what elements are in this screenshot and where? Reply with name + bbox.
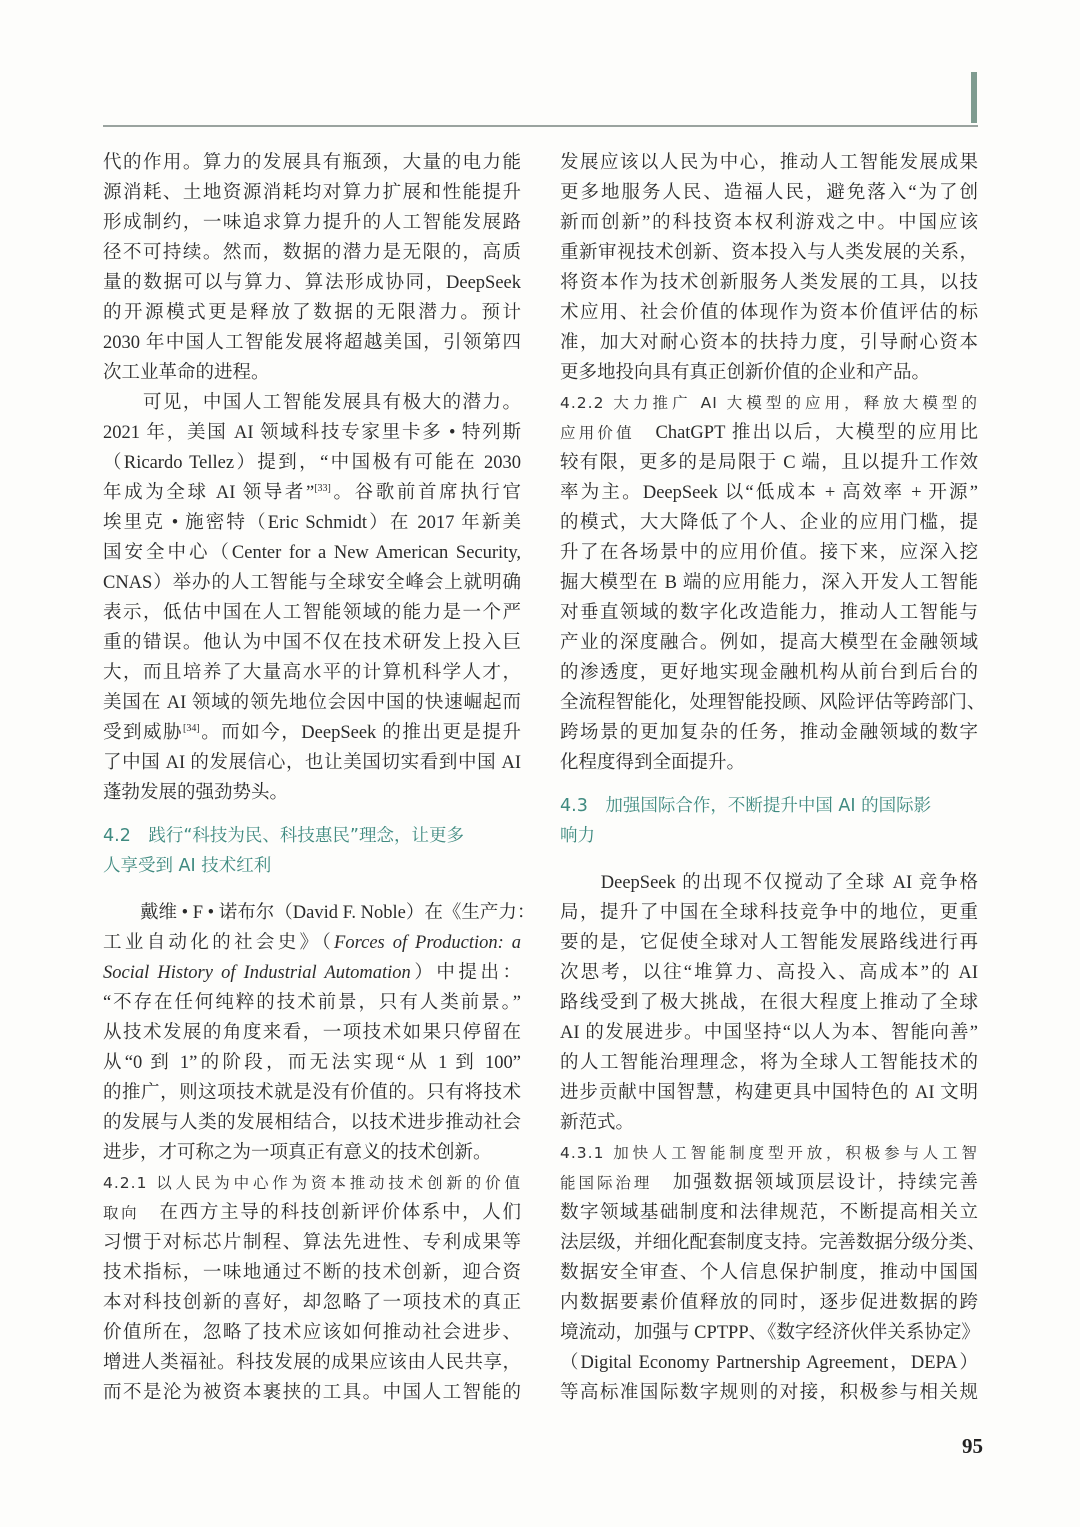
text-line: AI 的发展进步。中国坚持“以人为本、智能向善” — [560, 1023, 978, 1043]
citation-ref: [33] — [314, 483, 331, 494]
text-line: 源消耗、土地资源消耗均对算力扩展和性能提升 — [103, 183, 521, 203]
text-segment: 工业自动化的社会史》（ — [103, 933, 335, 953]
text-line: 了中国 AI 的发展信心，也让美国切实看到中国 AI — [103, 753, 521, 773]
text-line: 的开源模式更是释放了数据的无限潜力。预计 — [103, 303, 521, 323]
text-line: 戴维 • F • 诺布尔（David F. Noble）在《生产力： — [103, 903, 536, 923]
text-line: 大，而且培养了大量高水平的计算机科学人才， — [103, 663, 521, 683]
left-column — [103, 148, 536, 1408]
citation-ref: [34] — [183, 723, 200, 734]
subsection-title: 应用价值 — [560, 424, 635, 442]
text-line — [103, 958, 521, 988]
text-line — [560, 388, 978, 418]
text-line: 更多地服务人民、造福人民，避免落入“为了创 — [560, 183, 978, 203]
text-line: 化程度得到全面提升。 — [560, 753, 746, 773]
text-line: 局，提升了中国在全球科技竞争中的地位，更重 — [560, 903, 978, 923]
text-segment: 。而如今，DeepSeek 的推出更是提升 — [199, 723, 521, 743]
text-line: 准，加大对耐心资本的扶持力度，引导耐心资本 — [560, 333, 978, 353]
text-line: 重新审视技术创新、资本投入与人类发展的关系， — [560, 243, 978, 263]
paragraph — [103, 148, 521, 388]
text-line: 美国在 AI 领域的领先地位会因中国的快速崛起而 — [103, 693, 521, 713]
paragraph — [560, 1138, 986, 1408]
text-line: 升了在各场景中的应用价值。接下来，应深入挖 — [560, 543, 978, 563]
text-line: 国安全中心（Center for a New American Security, — [103, 543, 521, 563]
section-heading — [560, 791, 978, 851]
text-line: 技术指标，一味地通过不断的技术创新，迎合资 — [103, 1263, 521, 1283]
text-line: 形成制约，一味追求算力提升的人工智能发展路 — [103, 213, 521, 233]
text-line: 术应用、社会价值的体现作为资本价值评估的标 — [560, 303, 978, 323]
text-line — [103, 1168, 521, 1198]
text-line: 埃里克 • 施密特（Eric Schmidt）在 2017 年新美 — [103, 513, 521, 533]
text-line: 表示，低估中国在人工智能领域的能力是一个严 — [103, 603, 521, 623]
text-line: 对垂直领域的数字化改造能力，推动人工智能与 — [560, 603, 978, 623]
text-line: 习惯于对标芯片制程、算法先进性、专利成果等 — [103, 1233, 521, 1253]
text-line: 法层级，并细化配套制度支持。完善数据分级分类、 — [560, 1233, 986, 1253]
text-line: 响力 — [560, 826, 595, 846]
text-line — [103, 1198, 521, 1228]
text-line: 2030 年中国人工智能发展将超越美国，引领第四 — [103, 333, 521, 353]
text-line: 数字领域基础制度和法律规范，不断提高相关立 — [560, 1203, 978, 1223]
text-line: 跨场景的更加复杂的任务，推动金融领域的数字 — [560, 723, 978, 743]
text-line: CNAS）举办的人工智能与全球安全峰会上就明确 — [103, 573, 521, 593]
subsection-title: 4.3.1 加快人工智能制度型开放，积极参与人工智 — [560, 1144, 978, 1162]
text-line: 量的数据可以与算力、算法形成协同，DeepSeek — [103, 273, 521, 293]
subsection-title: 取向 — [103, 1204, 140, 1222]
text-line: 次思考，以往“堆算力、高投入、高成本”的 AI — [560, 963, 978, 983]
text-line: 人享受到 AI 技术红利 — [103, 856, 272, 876]
text-line: 从技术发展的角度来看，一项技术如果只停留在 — [103, 1023, 521, 1043]
text-line: 而不是沦为被资本裹挟的工具。中国人工智能的 — [103, 1383, 521, 1403]
text-segment: ChatGPT 推出以后，大模型的应用比 — [634, 423, 978, 443]
italic-title: Forces of Production: a — [334, 933, 521, 953]
text-line: （Ricardo Tellez）提到，“中国极有可能在 2030 — [103, 453, 521, 473]
text-line: 较有限，更多的是局限于 C 端，且以提升工作效 — [560, 453, 978, 473]
text-line: “不存在任何纯粹的技术前景，只有人类前景。” — [103, 993, 521, 1013]
header-rule — [103, 125, 978, 127]
page-number: 95 — [962, 1434, 983, 1458]
text-line: 进步贡献中国智慧，构建更具中国特色的 AI 文明 — [560, 1083, 978, 1103]
subsection-title: 4.2.1 以人民为中心作为资本推动技术创新的价值 — [103, 1174, 521, 1192]
paragraph — [103, 1168, 521, 1408]
text-line: 新范式。 — [560, 1113, 635, 1133]
text-line — [560, 1138, 978, 1168]
text-line: 的推广，则这项技术就是没有价值的。只有将技术 — [103, 1083, 521, 1103]
text-line: 次工业革命的进程。 — [103, 363, 270, 383]
text-line: 路线受到了极大挑战，在很大程度上推动了全球 — [560, 993, 978, 1013]
text-line: 的人工智能治理理念，将为全球人工智能技术的 — [560, 1053, 978, 1073]
text-line: 的模式，大大降低了个人、企业的应用门槛，提 — [560, 513, 978, 533]
text-line: 本对科技创新的喜好，却忽略了一项技术的真正 — [103, 1293, 521, 1313]
text-line: 全流程智能化，处理智能投顾、风险评估等跨部门、 — [560, 693, 986, 713]
paragraph — [103, 898, 536, 1168]
right-column — [560, 148, 986, 1408]
text-line — [560, 418, 978, 448]
text-line: 数据安全审查、个人信息保护制度，推动中国国 — [560, 1263, 978, 1283]
text-line: 从“0 到 1”的阶段，而无法实现“从 1 到 100” — [103, 1053, 521, 1073]
text-line: 径不可持续。然而，数据的潜力是无限的，高质 — [103, 243, 521, 263]
text-line: 重的错误。他认为中国不仅在技术研发上投入巨 — [103, 633, 521, 653]
paragraph — [560, 148, 978, 388]
text-line: 掘大模型在 B 端的应用能力，深入开发人工智能 — [560, 573, 978, 593]
text-line: 的发展与人类的发展相结合，以技术进步推动社会 — [103, 1113, 521, 1133]
text-line: 产业的深度融合。例如，提高大模型在金融领域 — [560, 633, 978, 653]
text-line — [103, 718, 521, 748]
text-line: 等高标准国际数字规则的对接，积极参与相关规 — [560, 1383, 978, 1403]
text-segment: ）中提出： — [410, 963, 521, 983]
subsection-title: 能国际治理 — [560, 1174, 653, 1192]
text-line: 率为主。DeepSeek 以“低成本 + 高效率 + 开源” — [560, 483, 978, 503]
text-line: 境流动，加强与 CPTPP、《数字经济伙伴关系协定》 — [560, 1323, 980, 1343]
text-line: 进步，才可称之为一项真正有意义的技术创新。 — [103, 1143, 492, 1163]
paragraph — [560, 388, 986, 778]
text-line: 新而创新”的科技资本权利游戏之中。中国应该 — [560, 213, 978, 233]
italic-title: Social History of Industrial Automation — [103, 963, 411, 983]
text-line: 要的是，它促使全球对人工智能发展路线进行再 — [560, 933, 978, 953]
text-line: 价值所在，忽略了技术应该如何推动社会进步、 — [103, 1323, 521, 1343]
text-line: 代的作用。算力的发展具有瓶颈，大量的电力能 — [103, 153, 521, 173]
text-line: 将资本作为技术创新服务人类发展的工具，以技 — [560, 273, 978, 293]
text-line: 更多地投向具有真正创新价值的企业和产品。 — [560, 363, 931, 383]
text-line: （Digital Economy Partnership Agreement，DEPA） — [560, 1353, 978, 1373]
text-line: 内数据要素价值释放的同时，逐步促进数据的跨 — [560, 1293, 978, 1313]
text-line: 增进人类福祉。科技发展的成果应该由人民共享， — [103, 1353, 521, 1373]
text-line: 4.3 加强国际合作，不断提升中国 AI 的国际影 — [560, 796, 932, 816]
text-line: 发展应该以人民为中心，推动人工智能发展成果 — [560, 153, 978, 173]
text-segment: 在西方主导的科技创新评价体系中，人们 — [139, 1203, 521, 1223]
text-segment: 。谷歌前首席执行官 — [330, 483, 521, 503]
text-line: 的渗透度，更好地实现金融机构从前台到后台的 — [560, 663, 978, 683]
subsection-title: 4.2.2 大力推广 AI 大模型的应用，释放大模型的 — [560, 394, 978, 412]
text-line — [103, 478, 521, 508]
paragraph — [560, 868, 978, 1138]
section-heading — [103, 821, 521, 881]
text-segment: 受到威胁 — [103, 723, 184, 743]
text-line: 可见，中国人工智能发展具有极大的潜力。 — [103, 393, 521, 413]
text-segment: 年成为全球 AI 领导者” — [103, 483, 315, 503]
text-line: 4.2 践行“科技为民、科技惠民”理念，让更多 — [103, 826, 464, 846]
text-line: DeepSeek 的出现不仅搅动了全球 AI 竞争格 — [560, 873, 978, 893]
text-line — [560, 1168, 978, 1198]
paragraph — [103, 388, 521, 808]
text-line: 蓬勃发展的强劲势头。 — [103, 783, 289, 803]
text-line — [103, 928, 521, 958]
text-line: 2021 年，美国 AI 领域科技专家里卡多 • 特列斯 — [103, 423, 521, 443]
header-accent-bar — [971, 72, 977, 123]
text-segment: 加强数据领域顶层设计，持续完善 — [652, 1173, 978, 1193]
